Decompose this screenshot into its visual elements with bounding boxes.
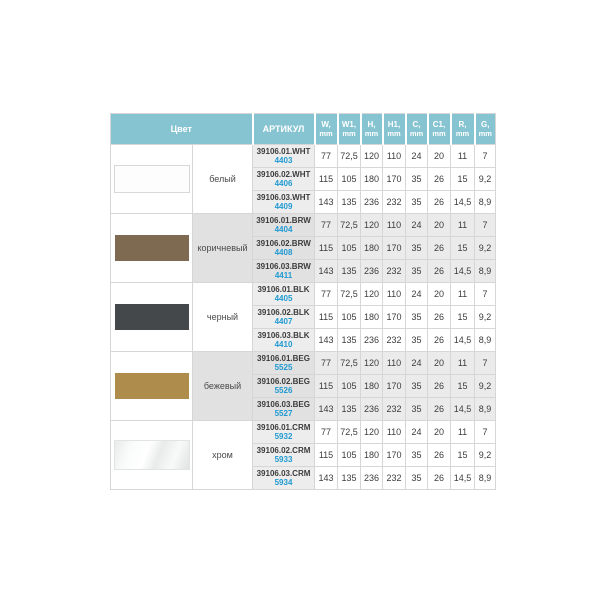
article-code-link[interactable]: 4409	[274, 202, 293, 211]
dim-value-cell: 170	[383, 444, 406, 467]
dim-value-cell: 77	[315, 352, 338, 375]
dim-value-cell: 72,5	[338, 145, 361, 168]
dim-value-cell: 236	[361, 398, 383, 421]
dim-value-cell: 120	[361, 283, 383, 306]
dim-value-cell: 143	[315, 191, 338, 214]
dim-value-cell: 35	[406, 168, 428, 191]
dim-value-cell: 7	[475, 421, 496, 444]
dim-value-cell: 35	[406, 398, 428, 421]
dim-value-cell: 180	[361, 237, 383, 260]
dim-value-cell: 110	[383, 421, 406, 444]
article-code-link[interactable]: 4403	[274, 156, 293, 165]
dim-value-cell: 26	[428, 329, 451, 352]
dim-value-cell: 8,9	[475, 260, 496, 283]
dim-value-cell: 11	[451, 214, 475, 237]
dim-value-cell: 14,5	[451, 398, 475, 421]
dim-label: C,	[412, 119, 421, 129]
article-cell	[253, 444, 315, 467]
dim-value-cell: 110	[383, 145, 406, 168]
col-header-g	[475, 114, 496, 145]
dim-value-cell: 180	[361, 306, 383, 329]
dim-value-cell: 35	[406, 306, 428, 329]
article-cell	[253, 237, 315, 260]
article-code-link[interactable]: 5934	[274, 478, 293, 487]
dim-value-cell: 24	[406, 145, 428, 168]
table-row	[111, 214, 496, 237]
dim-value-cell: 15	[451, 306, 475, 329]
dim-value-cell: 115	[315, 237, 338, 260]
dim-value-cell: 110	[383, 352, 406, 375]
table-body	[111, 145, 496, 490]
dim-value-cell: 9,2	[475, 375, 496, 398]
article-cell	[253, 283, 315, 306]
dim-value-cell: 14,5	[451, 329, 475, 352]
dim-value-cell: 236	[361, 467, 383, 490]
dim-value-cell: 105	[338, 168, 361, 191]
table-row	[111, 283, 496, 306]
article-code-link[interactable]: 4407	[274, 317, 293, 326]
dim-label: H1,	[387, 119, 401, 129]
dim-value-cell: 232	[383, 260, 406, 283]
col-header-color: Цвет	[111, 114, 253, 145]
article-number: 39106.01.WHT	[256, 146, 311, 156]
table-row	[111, 145, 496, 168]
dim-value-cell: 236	[361, 260, 383, 283]
dim-value-cell: 15	[451, 237, 475, 260]
article-code-link[interactable]: 4406	[274, 179, 293, 188]
dim-value-cell: 35	[406, 191, 428, 214]
dim-value-cell: 26	[428, 375, 451, 398]
dim-value-cell: 120	[361, 145, 383, 168]
dim-value-cell: 135	[338, 398, 361, 421]
dim-value-cell: 232	[383, 467, 406, 490]
dim-label: G,	[481, 119, 490, 129]
dim-value-cell: 35	[406, 375, 428, 398]
dim-value-cell: 135	[338, 329, 361, 352]
dim-unit: mm	[432, 129, 446, 139]
dim-value-cell: 35	[406, 444, 428, 467]
dim-value-cell: 20	[428, 214, 451, 237]
article-cell	[253, 398, 315, 421]
dim-value-cell: 35	[406, 329, 428, 352]
dim-value-cell: 11	[451, 421, 475, 444]
dim-value-cell: 9,2	[475, 444, 496, 467]
dim-value-cell: 7	[475, 352, 496, 375]
article-cell	[253, 329, 315, 352]
dim-value-cell: 143	[315, 329, 338, 352]
color-swatch-beige	[115, 373, 189, 399]
dim-value-cell: 115	[315, 375, 338, 398]
dim-value-cell: 20	[428, 352, 451, 375]
dim-value-cell: 15	[451, 444, 475, 467]
dim-label: R,	[458, 119, 467, 129]
dim-value-cell: 180	[361, 168, 383, 191]
col-header-article: АРТИКУЛ	[253, 114, 315, 145]
dim-value-cell: 15	[451, 375, 475, 398]
dim-value-cell: 26	[428, 237, 451, 260]
dim-value-cell: 26	[428, 444, 451, 467]
dim-value-cell: 105	[338, 306, 361, 329]
dim-value-cell: 120	[361, 214, 383, 237]
dim-value-cell: 8,9	[475, 329, 496, 352]
col-header-w1	[338, 114, 361, 145]
article-cell	[253, 352, 315, 375]
dim-value-cell: 72,5	[338, 421, 361, 444]
dim-value-cell: 115	[315, 168, 338, 191]
col-header-h	[361, 114, 383, 145]
dim-unit: mm	[387, 129, 401, 139]
color-name-cell: черный	[193, 283, 253, 352]
dim-value-cell: 77	[315, 214, 338, 237]
dim-value-cell: 105	[338, 375, 361, 398]
dim-label: C1,	[432, 119, 446, 129]
dim-value-cell: 7	[475, 145, 496, 168]
dim-value-cell: 7	[475, 214, 496, 237]
article-code-link[interactable]: 5526	[274, 386, 293, 395]
dim-value-cell: 11	[451, 145, 475, 168]
dim-value-cell: 105	[338, 444, 361, 467]
article-code-link[interactable]: 4410	[274, 340, 293, 349]
dim-value-cell: 143	[315, 467, 338, 490]
dim-value-cell: 8,9	[475, 398, 496, 421]
dim-value-cell: 77	[315, 421, 338, 444]
dim-value-cell: 180	[361, 444, 383, 467]
table-row	[111, 352, 496, 375]
spec-table-container	[110, 113, 496, 490]
dim-value-cell: 180	[361, 375, 383, 398]
dim-value-cell: 14,5	[451, 467, 475, 490]
article-cell	[253, 214, 315, 237]
col-header-r	[451, 114, 475, 145]
dim-value-cell: 11	[451, 352, 475, 375]
article-code-link[interactable]: 4404	[274, 225, 293, 234]
dim-value-cell: 26	[428, 467, 451, 490]
color-name-cell: коричневый	[193, 214, 253, 283]
article-code-link[interactable]: 5932	[274, 432, 293, 441]
dim-value-cell: 72,5	[338, 283, 361, 306]
dim-value-cell: 20	[428, 421, 451, 444]
color-swatch-black	[115, 304, 189, 330]
article-code-link[interactable]: 5933	[274, 455, 293, 464]
article-code-link[interactable]: 4408	[274, 248, 293, 257]
dim-value-cell: 8,9	[475, 467, 496, 490]
dim-value-cell: 8,9	[475, 191, 496, 214]
dim-value-cell: 236	[361, 329, 383, 352]
article-cell	[253, 260, 315, 283]
col-header-c1	[428, 114, 451, 145]
dim-value-cell: 170	[383, 306, 406, 329]
dim-value-cell: 170	[383, 237, 406, 260]
dim-unit: mm	[409, 129, 424, 139]
article-number: 39106.03.WHT	[256, 192, 311, 202]
article-number: 39106.02.WHT	[256, 169, 311, 179]
dim-value-cell: 135	[338, 260, 361, 283]
color-swatch-white	[114, 165, 190, 193]
dim-value-cell: 143	[315, 398, 338, 421]
dim-value-cell: 26	[428, 191, 451, 214]
article-number: 39106.03.CRM	[256, 468, 311, 478]
dim-value-cell: 20	[428, 145, 451, 168]
article-number: 39106.02.BLK	[257, 307, 310, 317]
article-code-link[interactable]: 4411	[274, 271, 293, 280]
article-cell	[253, 306, 315, 329]
dim-unit: mm	[478, 129, 492, 139]
dim-value-cell: 170	[383, 375, 406, 398]
dim-value-cell: 35	[406, 260, 428, 283]
article-number: 39106.02.BRW	[256, 238, 311, 248]
article-cell	[253, 421, 315, 444]
article-code-link[interactable]: 4405	[274, 294, 293, 303]
dim-value-cell: 72,5	[338, 214, 361, 237]
color-swatch-cell	[111, 421, 193, 490]
dim-value-cell: 26	[428, 168, 451, 191]
article-number: 39106.01.CRM	[256, 422, 311, 432]
dim-value-cell: 77	[315, 145, 338, 168]
col-header-c	[406, 114, 428, 145]
article-number: 39106.03.BRW	[256, 261, 311, 271]
dim-value-cell: 14,5	[451, 191, 475, 214]
dim-value-cell: 11	[451, 283, 475, 306]
dim-value-cell: 26	[428, 260, 451, 283]
dim-value-cell: 24	[406, 214, 428, 237]
col-header-h1	[383, 114, 406, 145]
dim-value-cell: 26	[428, 306, 451, 329]
article-number: 39106.03.BEG	[257, 399, 310, 409]
article-number: 39106.02.CRM	[256, 445, 311, 455]
article-code-link[interactable]: 5525	[274, 363, 293, 372]
dim-value-cell: 115	[315, 444, 338, 467]
dim-value-cell: 232	[383, 398, 406, 421]
dim-value-cell: 9,2	[475, 237, 496, 260]
article-cell	[253, 467, 315, 490]
dim-label: H,	[367, 119, 376, 129]
color-swatch-cell	[111, 145, 193, 214]
dim-value-cell: 15	[451, 168, 475, 191]
dim-value-cell: 115	[315, 306, 338, 329]
dim-value-cell: 236	[361, 191, 383, 214]
dim-value-cell: 24	[406, 421, 428, 444]
dim-value-cell: 77	[315, 283, 338, 306]
dim-label: W,	[321, 119, 331, 129]
article-code-link[interactable]: 5527	[274, 409, 293, 418]
dim-value-cell: 120	[361, 421, 383, 444]
table-header	[111, 114, 496, 145]
article-number: 39106.01.BLK	[257, 284, 310, 294]
article-number: 39106.01.BEG	[257, 353, 310, 363]
dim-label: W1,	[341, 119, 357, 129]
dim-value-cell: 143	[315, 260, 338, 283]
dim-value-cell: 170	[383, 168, 406, 191]
article-number: 39106.03.BLK	[257, 330, 310, 340]
article-cell	[253, 168, 315, 191]
article-cell	[253, 191, 315, 214]
color-name-cell: белый	[193, 145, 253, 214]
dim-value-cell: 24	[406, 352, 428, 375]
color-swatch-cell	[111, 283, 193, 352]
table-row	[111, 421, 496, 444]
dim-unit: mm	[364, 129, 379, 139]
color-name-cell: хром	[193, 421, 253, 490]
dim-value-cell: 110	[383, 214, 406, 237]
dim-value-cell: 35	[406, 467, 428, 490]
dim-value-cell: 105	[338, 237, 361, 260]
dim-value-cell: 14,5	[451, 260, 475, 283]
article-cell	[253, 375, 315, 398]
dim-value-cell: 135	[338, 191, 361, 214]
article-number: 39106.01.BRW	[256, 215, 311, 225]
dim-value-cell: 232	[383, 191, 406, 214]
color-swatch-cell	[111, 214, 193, 283]
col-header-w	[315, 114, 338, 145]
dim-value-cell: 35	[406, 237, 428, 260]
dim-value-cell: 24	[406, 283, 428, 306]
dim-unit: mm	[342, 129, 356, 139]
dim-value-cell: 9,2	[475, 306, 496, 329]
article-number: 39106.02.BEG	[257, 376, 310, 386]
dim-value-cell: 72,5	[338, 352, 361, 375]
color-name-cell: бежевый	[193, 352, 253, 421]
dim-unit: mm	[455, 129, 470, 139]
dim-value-cell: 120	[361, 352, 383, 375]
color-swatch-brown	[115, 235, 189, 261]
dim-value-cell: 26	[428, 398, 451, 421]
color-swatch-cell	[111, 352, 193, 421]
dim-value-cell: 232	[383, 329, 406, 352]
dim-value-cell: 7	[475, 283, 496, 306]
dim-unit: mm	[319, 129, 333, 139]
article-cell	[253, 145, 315, 168]
color-swatch-chrome	[114, 440, 190, 470]
dim-value-cell: 20	[428, 283, 451, 306]
dim-value-cell: 110	[383, 283, 406, 306]
spec-table	[110, 113, 496, 490]
dim-value-cell: 9,2	[475, 168, 496, 191]
dim-value-cell: 135	[338, 467, 361, 490]
